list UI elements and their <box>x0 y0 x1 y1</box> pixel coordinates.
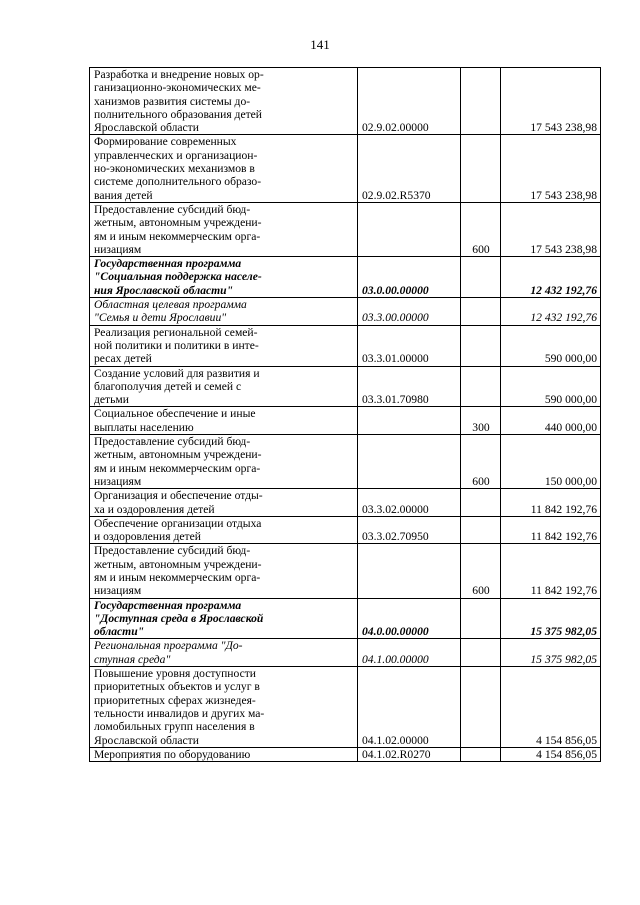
target-article-code-cell: 03.3.02.70950 <box>358 516 461 544</box>
item-name-line: ломобильных групп населения в <box>94 720 255 734</box>
item-name-line: управленческих и организацион- <box>94 148 258 162</box>
expense-type-cell <box>461 257 501 298</box>
item-name-line: системе дополнительного образо- <box>94 175 262 189</box>
item-name-cell <box>90 366 358 407</box>
amount-cell: 440 000,00 <box>501 407 601 435</box>
expense-type-cell <box>461 516 501 544</box>
item-name-line: вания детей <box>94 188 153 202</box>
amount-cell: 17 543 238,98 <box>501 68 601 135</box>
table-row <box>90 667 601 748</box>
table-row <box>90 257 601 298</box>
item-name-line: Государственная программа <box>94 598 242 612</box>
amount-cell: 17 543 238,98 <box>501 202 601 256</box>
expense-type-cell <box>461 639 501 667</box>
item-name-line: ям и иным некоммерческим орга- <box>94 570 261 584</box>
table-row <box>90 489 601 517</box>
item-name-cell <box>90 325 358 366</box>
item-name-cell <box>90 639 358 667</box>
target-article-code-cell <box>358 407 461 435</box>
amount-cell: 150 000,00 <box>501 435 601 489</box>
item-name-line: Предоставление субсидий бюд- <box>94 544 251 558</box>
item-name-cell <box>90 202 358 256</box>
item-name-line: но-экономических механизмов в <box>94 162 255 176</box>
budget-table <box>89 67 601 762</box>
item-name-line: "Социальная поддержка населе- <box>94 270 262 284</box>
target-article-code-cell <box>358 544 461 598</box>
item-name-line: низациям <box>94 474 142 488</box>
item-name-cell <box>90 544 358 598</box>
item-name-line: Ярославской области <box>94 733 199 747</box>
target-article-code-cell: 02.9.02.00000 <box>358 68 461 135</box>
item-name-line: жетным, автономным учреждени- <box>94 216 262 230</box>
expense-type-cell <box>461 135 501 202</box>
target-article-code-cell: 03.3.02.00000 <box>358 489 461 517</box>
item-name-line: ния Ярославской области" <box>94 283 234 297</box>
expense-type-cell <box>461 598 501 639</box>
amount-cell: 11 842 192,76 <box>501 489 601 517</box>
item-name-cell <box>90 747 358 761</box>
amount-cell: 4 154 856,05 <box>501 667 601 748</box>
amount-cell: 17 543 238,98 <box>501 135 601 202</box>
item-name-line: Региональная программа "До- <box>94 639 243 653</box>
item-name-line: Государственная программа <box>94 257 242 271</box>
item-name-line: жетным, автономным учреждени- <box>94 557 262 571</box>
target-article-code-cell <box>358 435 461 489</box>
target-article-code-cell: 03.3.01.70980 <box>358 366 461 407</box>
item-name-line: "Семья и дети Ярославии" <box>94 311 227 325</box>
item-name-line: "Доступная среда в Ярославской <box>94 611 264 625</box>
item-name-line: Областная целевая программа <box>94 298 247 312</box>
page-number: 141 <box>310 37 330 52</box>
item-name-line: благополучия детей и семей с <box>94 379 242 393</box>
item-name-line: ной политики и политики в инте- <box>94 338 259 352</box>
item-name-line: ханизмов развития системы до- <box>94 94 251 108</box>
target-article-code-cell: 04.1.02.00000 <box>358 667 461 748</box>
item-name-cell <box>90 435 358 489</box>
item-name-cell <box>90 298 358 326</box>
table-row <box>90 516 601 544</box>
item-name-line: Реализация региональной семей- <box>94 325 258 339</box>
item-name-line: Формирование современных <box>94 135 237 149</box>
amount-cell: 11 842 192,76 <box>501 516 601 544</box>
table-row <box>90 202 601 256</box>
table-row <box>90 298 601 326</box>
item-name-line: Организация и обеспечение отды- <box>94 489 263 503</box>
item-name-cell <box>90 516 358 544</box>
table-row <box>90 598 601 639</box>
expense-type-cell <box>461 366 501 407</box>
table-row <box>90 639 601 667</box>
item-name-line: жетным, автономным учреждени- <box>94 448 262 462</box>
target-article-code-cell: 04.1.00.00000 <box>358 639 461 667</box>
item-name-line: тельности инвалидов и других ма- <box>94 706 265 720</box>
expense-type-cell <box>461 667 501 748</box>
item-name-cell <box>90 135 358 202</box>
item-name-line: области" <box>94 625 145 639</box>
target-article-code-cell: 04.0.00.00000 <box>358 598 461 639</box>
item-name-cell <box>90 68 358 135</box>
item-name-cell <box>90 667 358 748</box>
item-name-line: ступная среда" <box>94 652 171 666</box>
item-name-line: Предоставление субсидий бюд- <box>94 202 251 216</box>
item-name-cell <box>90 257 358 298</box>
item-name-cell <box>90 598 358 639</box>
item-name-line: Социальное обеспечение и иные <box>94 407 256 421</box>
expense-type-cell <box>461 298 501 326</box>
target-article-code-cell <box>358 202 461 256</box>
item-name-cell <box>90 407 358 435</box>
amount-cell: 15 375 982,05 <box>501 639 601 667</box>
item-name-line: низациям <box>94 242 142 256</box>
item-name-line: детьми <box>94 393 129 407</box>
expense-type-cell <box>461 325 501 366</box>
item-name-line: выплаты населению <box>94 420 194 434</box>
expense-type-cell: 600 <box>461 544 501 598</box>
target-article-code-cell: 03.3.01.00000 <box>358 325 461 366</box>
expense-type-cell <box>461 747 501 761</box>
target-article-code-cell: 03.3.00.00000 <box>358 298 461 326</box>
item-name-line: Разработка и внедрение новых ор- <box>94 68 264 81</box>
item-name-line: ям и иным некоммерческим орга- <box>94 461 261 475</box>
item-name-line: Мероприятия по оборудованию <box>94 747 251 761</box>
table-row <box>90 68 601 135</box>
item-name-line: ганизационно-экономических ме- <box>94 81 261 95</box>
expense-type-cell: 600 <box>461 435 501 489</box>
expense-type-cell: 300 <box>461 407 501 435</box>
expense-type-cell: 600 <box>461 202 501 256</box>
amount-cell: 590 000,00 <box>501 325 601 366</box>
target-article-code-cell: 03.0.00.00000 <box>358 257 461 298</box>
item-name-line: и оздоровления детей <box>94 530 201 544</box>
item-name-line: Ярославской области <box>94 121 199 135</box>
item-name-line: Обеспечение организации отдыха <box>94 516 262 530</box>
expense-type-cell <box>461 489 501 517</box>
item-name-line: приоритетных сферах жизнедея- <box>94 693 256 707</box>
table-row <box>90 544 601 598</box>
table-row <box>90 747 601 761</box>
item-name-line: Повышение уровня доступности <box>94 667 257 681</box>
item-name-line: приоритетных объектов и услуг в <box>94 680 260 694</box>
table-row <box>90 135 601 202</box>
amount-cell: 12 432 192,76 <box>501 257 601 298</box>
item-name-line: полнительного образования детей <box>94 107 263 121</box>
item-name-line: Предоставление субсидий бюд- <box>94 435 251 449</box>
table-row <box>90 435 601 489</box>
amount-cell: 11 842 192,76 <box>501 544 601 598</box>
amount-cell: 12 432 192,76 <box>501 298 601 326</box>
table-row <box>90 366 601 407</box>
item-name-cell <box>90 489 358 517</box>
item-name-line: ям и иным некоммерческим орга- <box>94 229 261 243</box>
table-row <box>90 325 601 366</box>
amount-cell: 15 375 982,05 <box>501 598 601 639</box>
target-article-code-cell: 04.1.02.R0270 <box>358 747 461 761</box>
expense-type-cell <box>461 68 501 135</box>
item-name-line: ха и оздоровления детей <box>94 502 215 516</box>
target-article-code-cell: 02.9.02.R5370 <box>358 135 461 202</box>
amount-cell: 590 000,00 <box>501 366 601 407</box>
item-name-line: Создание условий для развития и <box>94 366 260 380</box>
amount-cell: 4 154 856,05 <box>501 747 601 761</box>
table-row <box>90 407 601 435</box>
item-name-line: низациям <box>94 584 142 598</box>
item-name-line: ресах детей <box>94 352 152 366</box>
